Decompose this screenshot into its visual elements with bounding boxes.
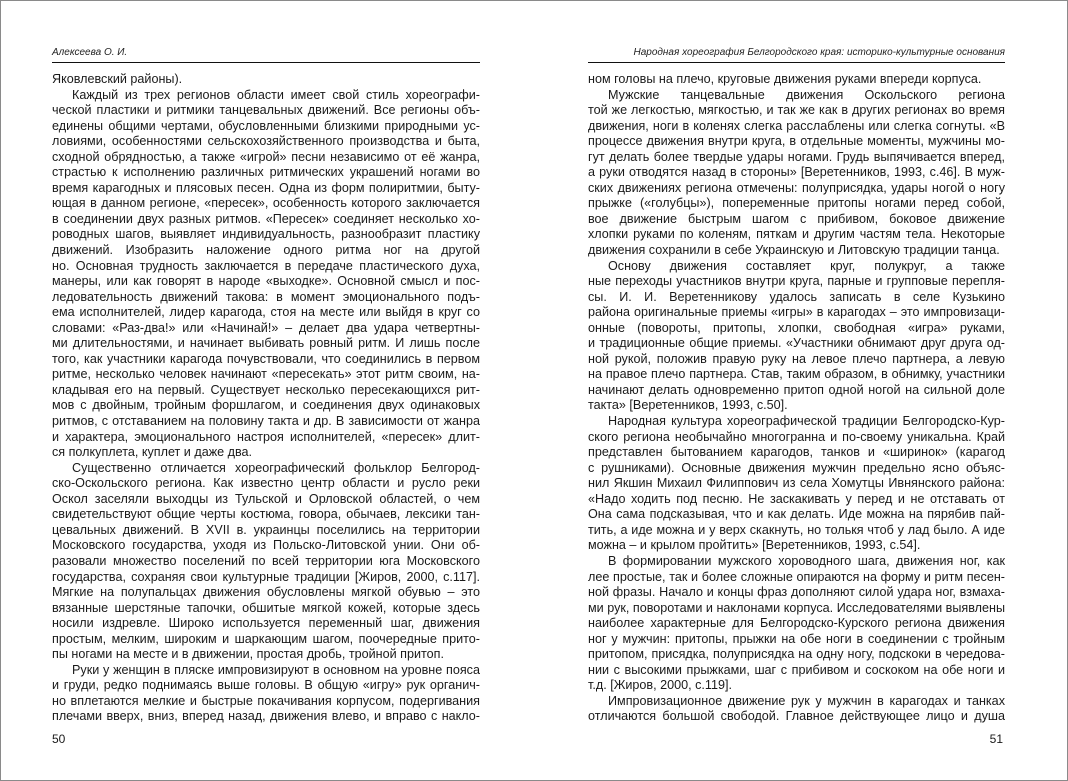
- running-head-title: Народная хореография Белгородского края: историко-культурные основания: [633, 47, 1005, 58]
- text-line: на правое плечо партнера. Став, таким образом, в обнимку, участники: [588, 367, 1005, 382]
- text-line: отличаются большой свободой. Главное действующее лицо и душа: [588, 709, 1005, 724]
- text-line: ско-Оскольского региона. Как известно центр области и русло реки: [52, 476, 480, 491]
- paragraph: [588, 554, 1005, 694]
- text-line: Яковлевский районы).: [52, 72, 183, 86]
- paragraph: [588, 414, 1005, 554]
- text-line: притопом, присядка, полуприсядка на одну ногу, подскоки в чередова-: [588, 647, 1005, 662]
- text-line: ми длительностями, и начинает выбивать ровный ритм. И лишь после: [52, 336, 480, 351]
- text-line: Импровизационное движение рук у мужчин в карагодах и танках: [608, 693, 1005, 708]
- text-line: гут делать более твердые удары ногами. Грудь выпячивается вперед,: [588, 149, 1005, 164]
- text-line: вое движение быстрым шагом с прибивом, боковое движение: [588, 211, 1005, 226]
- running-head-author: Алексеева О. И.: [52, 47, 128, 58]
- text-line: но. Основная трудность заключается в передаче пластического духа,: [52, 258, 480, 273]
- text-line: прыжке («голубцы»), попеременные притопы ногами перед собой,: [588, 196, 1005, 211]
- text-line: Оскол заселяли выходцы из Тульской и Орловской областей, о чем: [52, 491, 480, 506]
- text-line: с рушниками). Основные движения мужчин предельно ясно объяс-: [588, 460, 1005, 475]
- page-number: 50: [52, 732, 66, 746]
- text-line: ми рук, поворотами и наклонами корпуса. Исследователями выявлены: [588, 600, 1005, 615]
- text-line: В формировании мужского хороводного шага, движения ног, как: [608, 553, 1005, 568]
- text-line: онные (повороты, притопы, хлопки, свободная «игра» руками,: [588, 320, 1005, 335]
- text-line: Она сама подсказывая, что и как делать. Иде можна на пярябив пай-: [588, 507, 1005, 522]
- text-line: и традиционные общие приемы. «Участники обнимают друг друга од-: [588, 336, 1005, 351]
- text-line: ритме, несколько человек начинают «пересекать» этот ритм своим, на-: [52, 367, 480, 382]
- text-line: ема исполнителей, лидер карагода, стоя на месте или выйдя в круг со: [52, 305, 480, 320]
- text-line: плечами вверх, вниз, вперед назад, движения влево, и вправо с накло-: [52, 709, 480, 724]
- text-line: можна – и крылом пройтить» [Веретенников, 1993, с.54].: [588, 538, 921, 553]
- text-line: в соединении двух разных ритмов. «Пересек» соединяет несколько хо-: [52, 211, 480, 226]
- paragraph: [52, 663, 480, 725]
- text-line: района оригинальные приемы «игры» в карагодах – это импровизаци-: [588, 305, 1005, 320]
- text-line: манеры, или как говорят в народе «выходке». Основной смысл и пос-: [52, 274, 480, 289]
- text-line: движений. Изобразить наложение одного ритма ног на другой: [52, 243, 480, 258]
- text-line: начинают делать одновременно притоп одной ногой на сильной доле: [588, 382, 1005, 397]
- text-line: ющая в данном регионе, «пересек», особенность которого заключается: [52, 196, 480, 211]
- text-line: наиболее характерные для Белгородско-Курского региона движения: [588, 616, 1005, 631]
- text-line: ритмов, с отставанием на половину такта и др. В зависимости от жанра: [52, 414, 480, 429]
- text-line: представлен бытованием карагодов, танков и «ширинок» (карагод: [588, 445, 1005, 460]
- text-line: тить, а иде можна и у верх скакнуть, но толькя чтоб у лад было. А иде: [588, 522, 1005, 537]
- text-line: т.д. [Жиров, 2000, с.119].: [588, 678, 732, 693]
- text-line: сы. И. И. Веретенникову удалось записать в селе Кузькино: [588, 289, 1005, 304]
- page-number: 51: [989, 732, 1003, 746]
- paragraph: [52, 461, 480, 663]
- text-line: ной фразы. Начало и концы фраз дополняют силой удара ног, взмаха-: [588, 585, 1005, 600]
- text-line: такта» [Веретенников, 1993, с.50].: [588, 398, 788, 413]
- text-line: разовали множество поселений по всей территории юга Московского: [52, 553, 480, 568]
- text-line: Основу движения составляет круг, полукруг, а также: [608, 258, 1005, 273]
- text-line: Каждый из трех регионов области имеет свой стиль хореографи-: [72, 87, 480, 102]
- text-line: ских движениях региона отмечены: полуприсядка, удары ногой о ногу: [588, 180, 1005, 195]
- text-line: движения, ноги в коленях слегка расслаблены или слегка согнуты. «В: [588, 118, 1005, 133]
- text-line: свидетельствуют общие черты костюма, говора, обычаев, лексики тан-: [52, 507, 480, 522]
- text-line: Существенно отличается хореографический фольклор Белгород-: [72, 460, 480, 475]
- text-line: мов с двойным, тройным форшлагом, и соединения двух одинаковых: [52, 398, 480, 413]
- text-line: ном головы на плечо, круговые движения руками впереди корпуса.: [588, 72, 982, 86]
- text-line: и характера, эмоционального настроя исполнителей, «пересек» длит-: [52, 429, 480, 444]
- text-line: ледовательность движений такова: в момент эмоционального подъ-: [52, 289, 480, 304]
- paragraph: [52, 88, 480, 461]
- text-line: той же легкостью, мягкостью, и так же как в других регионах во время: [588, 103, 1005, 118]
- text-line: сходной обрядностью, а также «игрой» песни независимо от её жанра,: [52, 149, 480, 164]
- text-line: государства, сохраняя свои культурные традиции [Жиров, 2000, с.117].: [52, 569, 480, 584]
- text-line: ческой пластики и ритмики танцевальных движений. Все регионы объ-: [52, 103, 480, 118]
- text-line: словами: «Раз-два!» или «Начинай!» – делает два удара четвертны-: [52, 320, 480, 335]
- text-line: и груди, редко поднимаясь выше головы. В общую «игру» рук органич-: [52, 678, 480, 693]
- text-line: ловиями, особенностями сельскохозяйственного производства и быта,: [52, 134, 480, 149]
- text-line: цевальных движений. В XVII в. украинцы поселились на территории: [52, 522, 480, 537]
- text-line: Мягкие на полупальцах движения обусловлены мягкой обувью – это: [52, 585, 480, 600]
- page-body: [52, 72, 480, 725]
- text-line: движения сохранили в себе Украинскую и Литовскую традиции танца.: [588, 243, 1000, 258]
- text-line: Московского государства, уходя из Польско-Литовской унии. Они об-: [52, 538, 480, 553]
- text-line: роводных шагов, выявляет индивидуальность, разнообразит пластику: [52, 227, 480, 242]
- paragraph: [52, 72, 480, 88]
- text-line: вязанные шерстяные тапочки, обшитые мягкой кожей, которые здесь: [52, 600, 480, 615]
- header-rule: [52, 62, 480, 63]
- text-line: лее простые, так и более сложные опираются на форму и ритм песен-: [588, 569, 1005, 584]
- text-line: ног у мужчин: притопы, прыжки на обе ноги в соединении с тройным: [588, 631, 1005, 646]
- text-line: Народная культура хореографической традиции Белгородско-Кур-: [608, 414, 1005, 429]
- paragraph: [588, 88, 1005, 259]
- text-line: ского региона необычайно многогранна и по-своему уникальна. Край: [588, 429, 1005, 444]
- text-line: простым, мелким, широким и шаркающим шагом, поочередные прито-: [52, 631, 480, 646]
- text-line: но вплетаются мелкие и быстрые покачивания корпусом, подергивания: [52, 693, 480, 708]
- page-right: [588, 0, 1005, 781]
- text-line: процессе движения внутри круга, в отдельные моменты, мужчины мо-: [588, 134, 1005, 149]
- paragraph: [588, 694, 1005, 725]
- text-line: нил Якшин Михаил Филиппович из села Хомутцы Ивнянского района:: [588, 476, 1005, 491]
- text-line: хлопки руками по коленям, пяткам и другим частям тела. Некоторые: [588, 227, 1005, 242]
- text-line: того, как участники карагода почувствовали, что соединились в первом: [52, 351, 480, 366]
- text-line: нии с высокими прыжками, шаг с прибивом и соскоком на обе ноги и: [588, 662, 1005, 677]
- text-line: страстью к исполнению различных ритмических украшений ногами во: [52, 165, 480, 180]
- paragraph: [588, 259, 1005, 414]
- text-line: а руки отводятся назад в стороны» [Веретенников, 1993, с.46]. В муж-: [588, 165, 1005, 180]
- page-body: [588, 72, 1005, 725]
- text-line: ные переходы участников внутри круга, парные и групповые перепля-: [588, 274, 1005, 289]
- text-line: носили издревле. Широко используется переменный шаг, движения: [52, 616, 480, 631]
- text-line: время карагодных и плясовых песен. Одна из форм полиритмии, быту-: [52, 180, 480, 195]
- text-line: пы ногами на месте и в движении, простая дробь, тройной притоп.: [52, 647, 444, 662]
- page-left: [52, 0, 480, 781]
- text-line: ся полкуплета, куплет и даже два.: [52, 445, 253, 460]
- text-line: «Надо ходить под песню. Не заскакивать у перед и не отставать от: [588, 491, 1005, 506]
- text-line: Мужские танцевальные движения Оскольского региона: [608, 87, 1005, 102]
- text-line: единены общими чертами, обусловленными близкими природными ус-: [52, 118, 480, 133]
- text-line: ной рукой, положив правую руку на левое плечо партнера, а левую: [588, 351, 1005, 366]
- text-line: Руки у женщин в пляске импровизируют в основном на уровне пояса: [72, 662, 480, 677]
- text-line: кладывая его на первый. Существует несколько пересекающихся рит-: [52, 382, 480, 397]
- header-rule: [588, 62, 1005, 63]
- paragraph: [588, 72, 1005, 88]
